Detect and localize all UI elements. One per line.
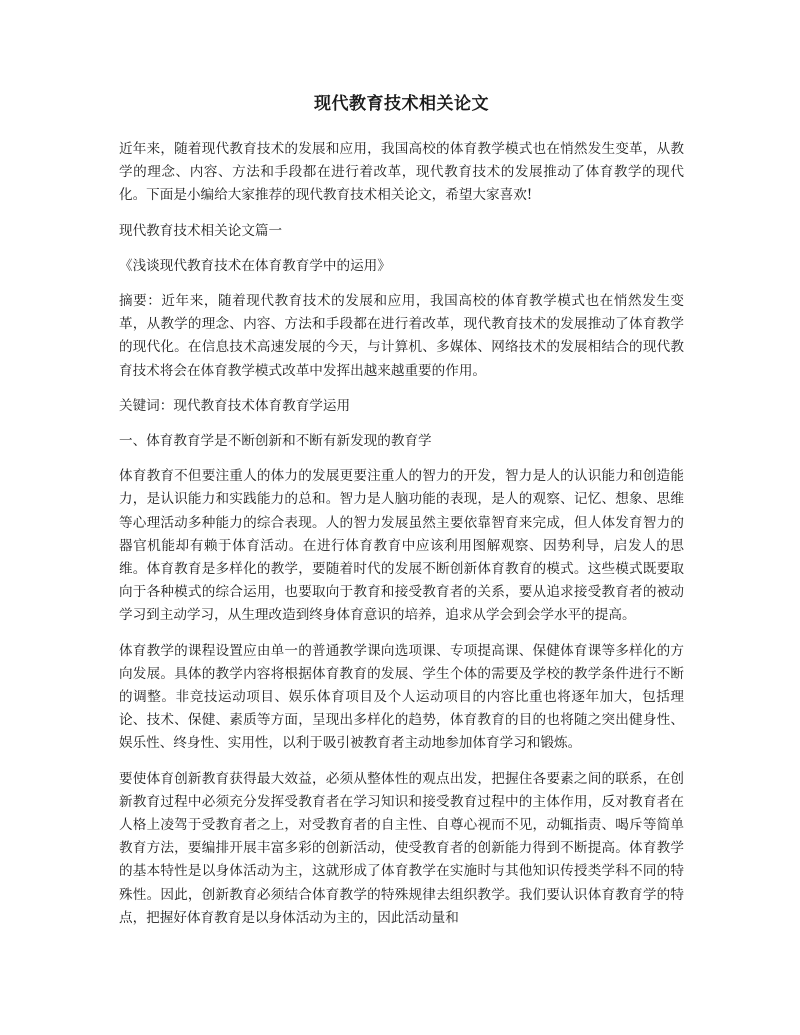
abstract-paragraph: 摘要：近年来，随着现代教育技术的发展和应用，我国高校的体育教学模式也在悄然发生变革，从教学的理念、内容、方法和手段都在进行着改革，现代教育技术的发展推动了体育教学的现代化。在信息技术高速发展的今天，与计算机、多媒体、网络技术的发展相结合的现代教育技术将会在体育教学模式改革中发挥出越来越重要的作用。 — [119, 293, 684, 379]
document-title: 现代教育技术相关论文 — [314, 94, 489, 114]
document-page — [119, 92, 684, 942]
body-paragraph-3: 要使体育创新教育获得最大效益，必须从整体性的观点出发，把握住各要素之间的联系，在创新教育过程中必须充分发挥受教育者在学习知识和接受教育过程中的主体作用，反对教育者在人格上凌驾于受教育者之上，对受教育者的自主性、自尊心视而不见，动辄指责、喝斥等简单教育方法，要编排开展丰富多彩的创新活动，使受教育者的创新能力得到不断提高。体育教学的基本特性是以身体活动为主，这就形成了体育教学在实施时与其他知识传授类学科不同的特殊性。因此，创新教育必须结合体育教学的特殊规律去组织教学。我们要认识体育教育学的特点，把握好体育教育是以身体活动为主的，因此活动量和 — [119, 770, 684, 926]
intro-paragraph: 近年来，随着现代教育技术的发展和应用，我国高校的体育教学模式也在悄然发生变革，从教学的理念、内容、方法和手段都在进行着改革，现代教育技术的发展推动了体育教学的现代化。下面是小编给大家推荐的现代教育技术相关论文，希望大家喜欢! — [119, 141, 684, 204]
body-paragraph-1: 体育教育不但要注重人的体力的发展更要注重人的智力的开发，智力是人的认识能力和创造能力，是认识能力和实践能力的总和。智力是人脑功能的表现，是人的观察、记忆、想象、思维等心理活动多种能力的综合表现。人的智力发展虽然主要依靠智育来完成，但人体发育智力的器官机能却有赖于体育活动。在进行体育教育中应该利用图解观察、因势利导，启发人的思维。体育教育是多样化的教学，要随着时代的发展不断创新体育教育的模式。这些模式既要取向于各种模式的综合运用，也要取向于教育和接受教育者的关系，要从追求接受教育者的被动学习到主动学习，从生理改造到终身体育意识的培养，追求从学会到会学水平的提高。 — [119, 468, 684, 624]
body-paragraph-2: 体育教学的课程设置应由单一的普通教学课向选项课、专项提高课、保健体育课等多样化的方向发展。具体的教学内容将根据体育教育的发展、学生个体的需要及学校的教学条件进行不断的调整。非竞技运动项目、娱乐体育项目及个人运动项目的内容比重也将逐年加大，包括理论、技术、保健、素质等方面，呈现出多样化的趋势，体育教育的目的也将随之突出健身性、娱乐性、终身性、实用性，以利于吸引被教育者主动地参加体育学习和锻炼。 — [119, 642, 684, 752]
subheading-1: 一、体育教育学是不断创新和不断有新发现的教育学 — [119, 433, 432, 450]
keywords-line: 关键词：现代教育技术体育教育学运用 — [119, 397, 351, 414]
section-heading: 现代教育技术相关论文篇一 — [119, 222, 283, 239]
paper-title: 《浅谈现代教育技术在体育教育学中的运用》 — [119, 257, 391, 274]
